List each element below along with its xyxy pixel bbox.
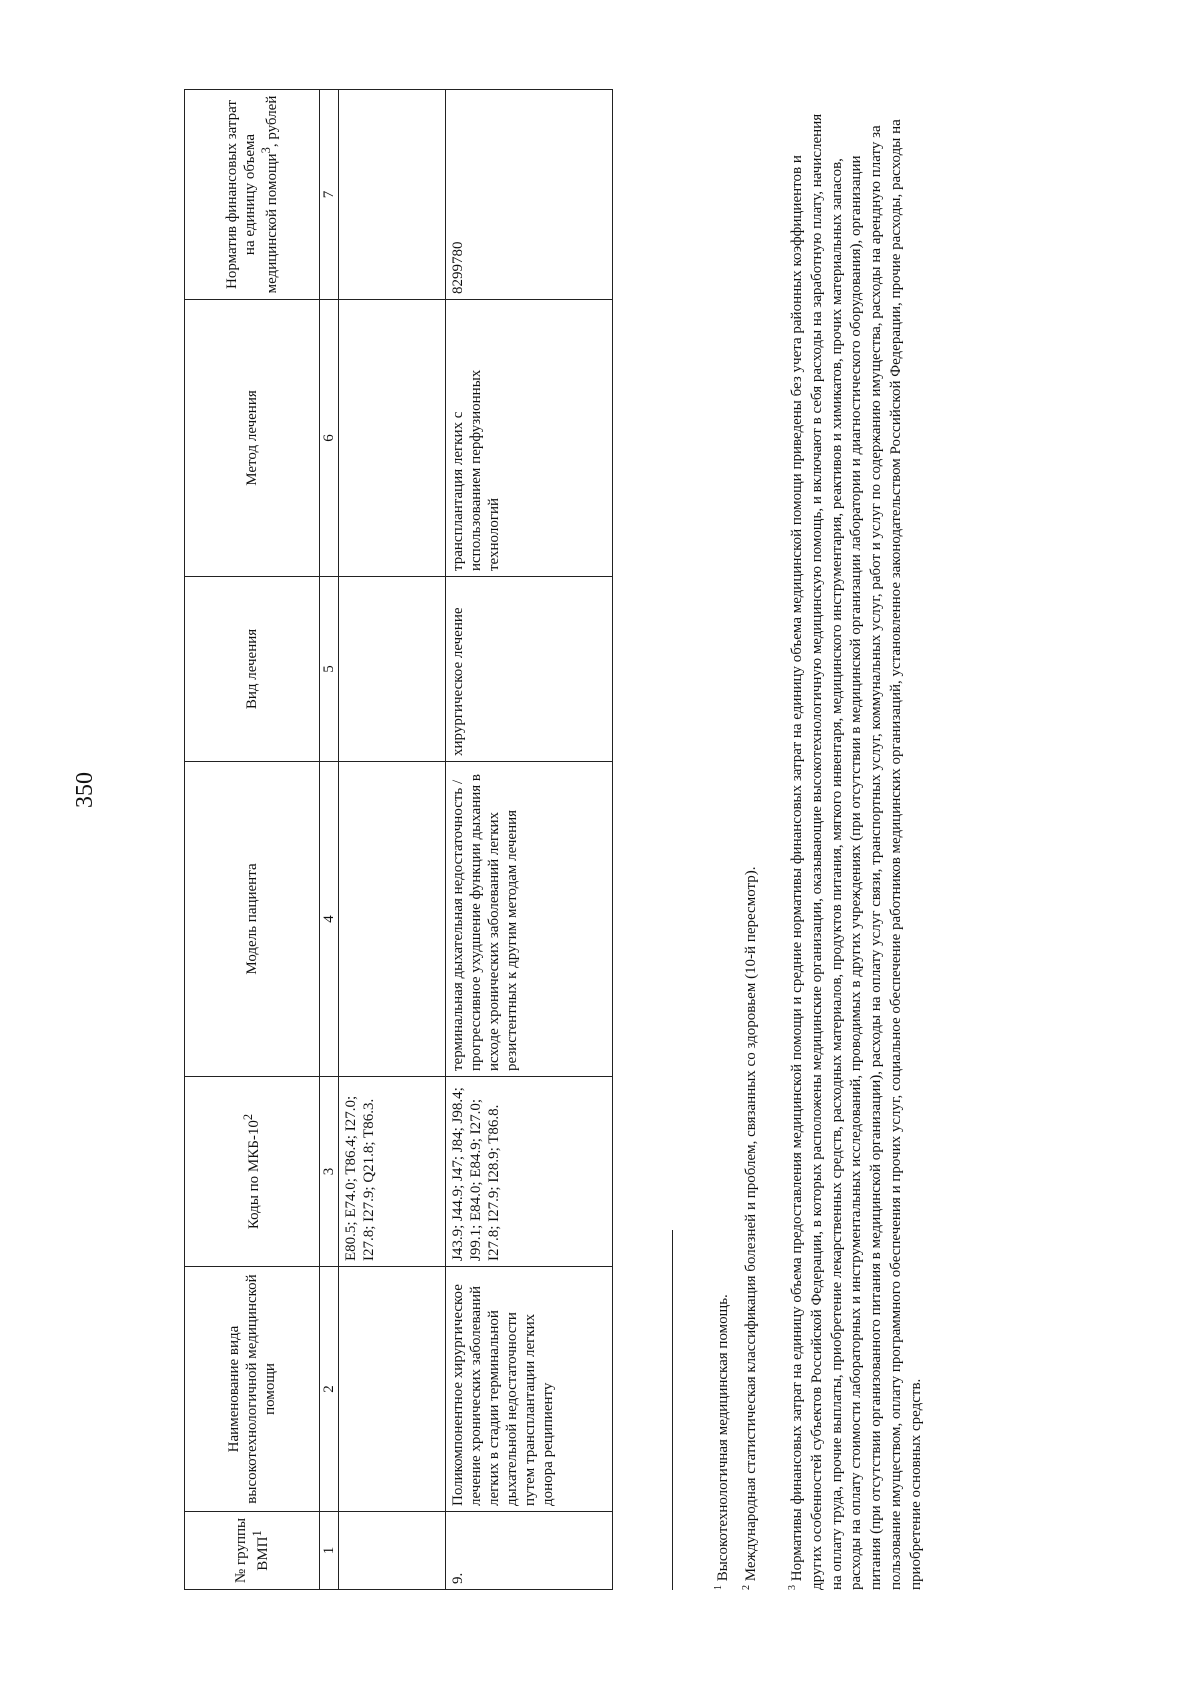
cell-codes: J43.9; J44.9; J47; J84; J98.4; J99.1; E84.0; E84.9; I27.0; I27.8; I27.9; I28.9; T86.8. <box>446 1077 613 1267</box>
cell-norm <box>339 90 446 300</box>
header-vmp-name: Наименование вида высокотехнологичной медицинской помощи <box>185 1267 320 1512</box>
table-row <box>339 90 446 1590</box>
cell-model: терминальная дыхательная недостаточность / прогрессивное ухудшение функции дыхания в исходе хронических заболеваний легких резистентных к другим методам лечения <box>446 762 613 1077</box>
column-number: 7 <box>320 90 339 300</box>
cell-method: трансплантация легких с использованием перфузионных технологий <box>446 300 613 577</box>
footnote-divider <box>672 1230 673 1590</box>
vmp-table <box>184 89 613 1590</box>
header-treatment-method: Метод лечения <box>185 300 320 577</box>
column-number: 4 <box>320 762 339 1077</box>
column-number: 6 <box>320 300 339 577</box>
header-group-number: № группы ВМП$^1$ <box>185 1512 320 1590</box>
cell-model <box>339 762 446 1077</box>
cell-codes: E80.5; E74.0; T86.4; I27.0; I27.8; I27.9; Q21.8; T86.3. <box>339 1077 446 1267</box>
table-header-row <box>185 90 320 1590</box>
rotated-page <box>72 90 1102 1590</box>
cell-treatment-type: хирургическое лечение <box>446 577 613 762</box>
cell-method <box>339 300 446 577</box>
cell-norm: 8299780 <box>446 90 613 300</box>
column-number: 3 <box>320 1077 339 1267</box>
cell-treatment-type <box>339 577 446 762</box>
footnote-3: $^3$ Нормативы финансовых затрат на единицу объема предоставления медицинской помощи и средние нормативы финансовых затрат на единицу объема медицинской помощи приведены без учета районных коэффициентов и других особенностей субъектов Российской Федерации, в которых расположены медицинские организации, оказывающие высокотехнологичную медицинскую помощь, и включают в себя расходы на заработную плату, начисления на оплату труда, прочие выплаты, приобретение лекарственных средств, расходных материалов, продуктов питания, мягкого инвентаря, медицинского инструментария, реактивов и химикатов, прочих материальных запасов, расходы на оплату стоимости лабораторных и инструментальных исследований, проводимых в других учреждениях (при отсутствии в медицинской организации лаборатории и диагностического оборудования), организации питания (при отсутствии организованного питания в медицинской организации), расходы на оплату услуг связи, транспортных услуг, коммунальных услуг, работ и услуг по содержанию имущества, расходы на арендную плату за пользование имуществом, оплату программного обеспечения и прочих услуг, социальное обеспечение работников медицинских организаций, установленное законодательством Российской Федерации, прочие расходы, расходы на приобретение основных средств. <box>787 113 924 1590</box>
table-row <box>446 90 613 1590</box>
footnote-1: $^1$ Высокотехнологичная медицинская помощь. <box>713 1294 731 1590</box>
cell-group <box>339 1512 446 1590</box>
footnote-2: $^2$ Международная статистическая классификация болезней и проблем, связанных со здоровьем (10-й пересмотр). <box>741 866 759 1590</box>
cell-name: Поликомпонентное хирургическое лечение хронических заболеваний легких в стадии терминальной дыхательной недостаточности путем трансплантации легких донора реципиенту <box>446 1267 613 1512</box>
column-number: 2 <box>320 1267 339 1512</box>
column-number-row <box>320 90 339 1590</box>
page-number: 350 <box>72 772 98 808</box>
column-number: 5 <box>320 577 339 762</box>
cell-group: 9. <box>446 1512 613 1590</box>
header-patient-model: Модель пациента <box>185 762 320 1077</box>
cell-name <box>339 1267 446 1512</box>
header-icd-codes: Коды по МКБ-$10^2$ <box>185 1077 320 1267</box>
header-financial-norm: Норматив финансовых затрат на единицу объема медицинской помощи$^3$, рублей <box>185 90 320 300</box>
column-number: 1 <box>320 1512 339 1590</box>
header-treatment-type: Вид лечения <box>185 577 320 762</box>
